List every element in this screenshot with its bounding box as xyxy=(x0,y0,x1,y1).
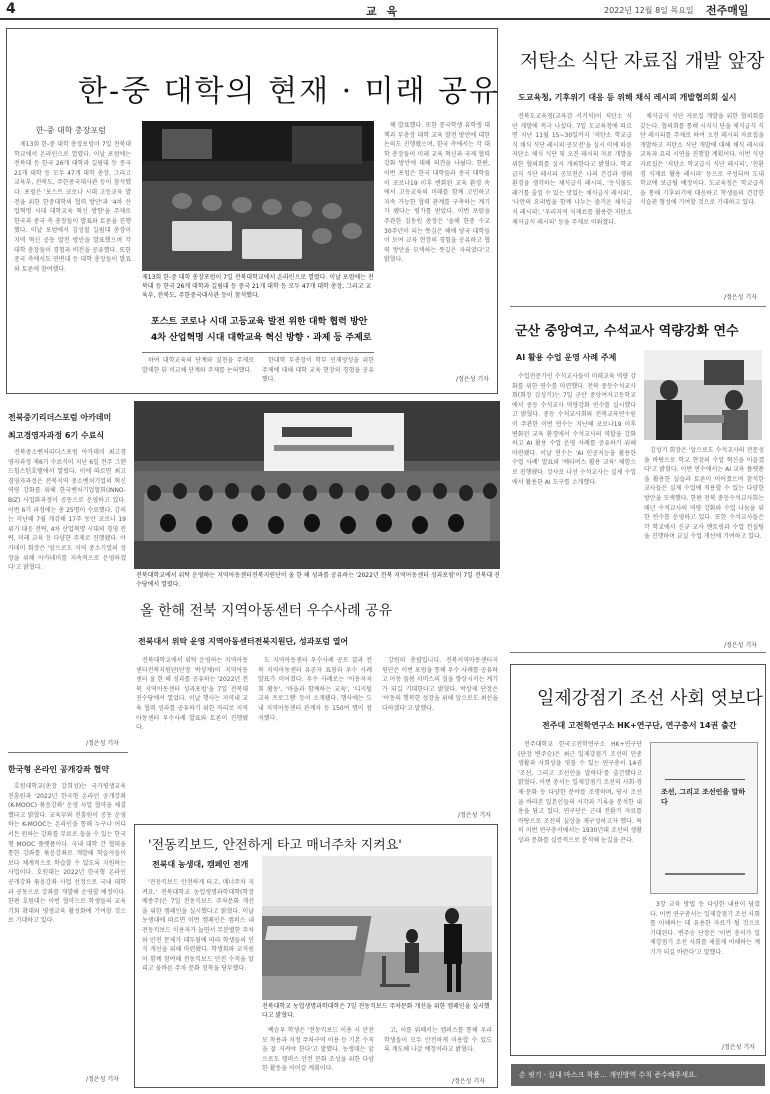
article-military-subheadline: AI 활용 수업 운영 사례 주제 xyxy=(516,353,617,362)
article-academy-headline: 전북중기리더스포럼 아카데미 xyxy=(8,413,112,422)
article-kickboard-body-right: 고, 이를 위해서는 캠퍼스를 통해 우리 학생들이 모두 안전하게 이용할 수 있도록 계도해 나갈 예정이라고 밝혔다. xyxy=(384,1027,492,1054)
footer-banner: 손 씻기 · 실내 마스크 착용… 개인방역 수칙 준수해주세요. xyxy=(511,1064,765,1086)
article-kickboard-subheadline: 전북대 농생대, 캠페인 전개 xyxy=(152,860,249,869)
article-cafeteria-body-left: 전북도교육청(교육감 서거석)이 저탄소 식단 개발에 적극 나섰다. 7일 도교육청에 따르면 지난 11월 15~30일까지 '저탄소 학교급식 채식 식단 레시피 공모전'을 실시 이에 따른 저탄소 채식 식단 및 오진 레시피 자료 개발을 위한 협의회를 실시 개최한다고 밝혔다. 학교급식 식단 레시피 공모전은 나의 건강과 생태환경을 생각하는 채식급식 레시피, '등식물도레기를 줄일 수 있는 맛있는 채식급식 레시피', '나만의 요리법을 함께 나누는 즐거운 채식급식 레시피', '우리지역 식재료를 활용한 저탄소 채식급식 레시피' 등을 주제로 이뤄졌다. xyxy=(512,113,632,226)
divider xyxy=(510,652,766,653)
forum-photo-caption: 제13회 한-중 대학 총장포럼이 7일 전북대학교에서 온라인으로 열렸다. 이날 포럼에는 전북대 등 한국 26개 대학과 길림대 등 중국 21개 대학 등 모두 47개 대학 총장, 그리고 교육부, 전북도, 주한중국대사관 등이 참석했다. xyxy=(142,274,374,299)
article-joseon-headline: 일제강점기 조선 사회 엿보다 xyxy=(537,688,763,709)
article-academy-headline-2: 최고경영자과정 6기 수료식 xyxy=(8,431,105,440)
article-cafeteria-headline: 저탄소 식단 자료집 개발 앞장 xyxy=(520,50,765,72)
cafeteria-byline: /정은성 기자 xyxy=(724,294,757,301)
childcare-photo-caption: 전북대학교에서 위탁 운영하는 지역아동센터전북지원단이 올 한 해 성과를 공유하는 '2022년 전북 지역아동센터 성과포럼'이 7일 전북대 진수당에서 열렸다. xyxy=(136,572,500,588)
article-childcare-headline: 올 한해 전북 지역아동센터 우수사례 공유 xyxy=(140,603,393,619)
article-joseon-body-left: 전주대학교 한국고전학연구소 HK+연구단(단장 변주승)은 최근 일제강점기 조선의 민중 생활과 사회상을 엿볼 수 있는 연구총서 14권 '조선, 그리고 조선인을 말하다'를 출간했다고 밝혔다. 이번 총서는 일제강점기 조선의 사회·경제·문화 등 다양한 분야를 조명하며, 당시 조선을 바라본 일본인들의 시각과 기록을 분석한 내용을 담고 있다. 연구단은 근대 전환기 자료를 바탕으로 조선의 실상을 재구성하고자 했다. 특히 이번 연구총서에서는 1930년대 조선의 생활상과 문화를 실증적으로 분석해 눈길을 끈다. xyxy=(518,741,642,844)
page-header xyxy=(0,0,770,20)
joseon-byline: /정은성 기자 xyxy=(722,1044,755,1051)
divider xyxy=(8,752,128,753)
section-title: 교 육 xyxy=(366,5,401,18)
article-cafeteria-body-right: 채식급식 식단 자료집 개발을 위한 협의회를 갖는다. 협의회를 통해 시지식 단을 채식급식 식단 레시피를 주제로 하여 오진 레시피 자료집을 개발하고 저탄소 식단 개발에 대해 채식 레시피 교육과 요리 시연을 진행할 계획이다. 이번 식단 자료집은 '저탄소 학교급식 식단 레시피', '친환경 식재료 활용 레시피' 등으로 구성되며 도내 학교에 보급될 예정이다. 도교육청은 학교급식을 통해 기후위기에 대응하고 학생들의 건강한 식습관 형성에 기여할 것으로 기대하고 있다. xyxy=(640,113,764,207)
article-kickboard-body-mid: 백승우 학생은 '전동킥보드 이용 시 안전모 착용과 지정 주차구역 이용 등 기본 수칙을 잘 지켜야 한다'고 말했다. 농생대는 앞으로도 캠퍼스 안전 문화 조성을 위한 다양한 활동을 이어갈 계획이다. xyxy=(262,1027,374,1073)
article-childcare-body-3: 강원의 총괄입니다. 전북지역아동센터지원단은 이번 포럼을 통해 우수 사례를 공유하고 아동 돌봄 서비스의 질을 향상시키는 계기가 되길 기대한다고 밝혔다. 박상제 단장은 '아동의 행복한 성장을 위해 앞으로도 최선을 다하겠다'고 말했다. xyxy=(382,657,498,712)
newspaper-name: 전주매일 xyxy=(706,4,749,17)
article-forum-body-mid-1: 하여 대학교육의 단계와 실천을 주제로 발제한 뒤 비교해 단계와 주제를 논의했다. xyxy=(142,357,254,374)
article-military-body-right: 김성기 회장은 '앞으로도 수석교사의 전문성을 바탕으로 학교 현장의 수업 혁신을 이끌겠다'고 밝혔다. 이번 연수에서는 AI 교육 플랫폼을 활용한 실습과 토론이 이어졌으며 참석한 교사들은 실제 수업에 적용할 수 있는 다양한 방안을 모색했다. 한편 전북 중등수석교사회는 매년 수석교사의 역량 강화와 수업 나눔을 위한 연수를 운영하고 있다. 또한 수석교사들은 각 학교에서 신규 교사 멘토링과 수업 컨설팅을 진행하며 교실 수업 개선에 기여하고 있다. xyxy=(644,447,764,541)
book-cover xyxy=(650,742,758,894)
kmooc-byline: /정은성 기자 xyxy=(86,1076,119,1083)
military-byline: /정은성 기자 xyxy=(724,642,757,649)
article-joseon-body-right: 3장 교육 방법 등 다양한 내용이 담겼다. 이번 연구총서는 일제강점기 조선 사회를 이해하는 데 유용한 자료가 될 것으로 기대된다. 변주승 단장은 '이번 총서가 일제강점기 조선 사회를 새롭게 이해하는 계기가 되길 바란다'고 말했다. xyxy=(650,901,760,956)
article-military-headline: 군산 중앙여고, 수석교사 역량강화 연수 xyxy=(515,324,739,339)
article-forum-body-right: 해 발표했다. 또한 중국학생 유학생 대책과 부총장 대학 교육 발전 방안에 대한 논의도 진행됐으며, 한국 측에서는 각 대학 총장들이 미래 교육 혁신과 국제 협력 강화 방안에 대해 의견을 나눴다. 한편, 이번 포럼은 한국 대학들과 중국 대학들이 코로나19 이후 변화된 교육 환경 속에서 고등교육의 미래를 함께 고민하고 지속 가능한 협력 관계를 구축하는 계기가 됐다는 평가를 받았다. 이번 포럼을 주관한 김동원 총장은 '올해 한중 수교 30주년이 되는 뜻깊은 해에 양국 대학들이 모여 교육 현장의 경험을 공유하고 협력 방안을 모색하는 뜻깊은 자리였다'고 밝혔다. xyxy=(384,122,490,264)
article-military-body-left: 수업전문가인 수석교사들이 미래교육 역량 강화를 위한 연수를 마련했다. 전북 중등수석교사회(회장 김성기)는 7일 군산 중앙여자고등학교에서 중등 수석교사 역량강화 연수를 실시했다고 밝혔다. 중등 수석교사회와 전북교육연수원이 주관한 이번 연수는 지난해 코로나19 이후 변화된 교육 환경에서 수석교사의 역할을 강화하고 AI 활용 수업 운영 사례를 공유하기 위해 마련됐다. 이날 연수는 'AI 인공지능을 활용한 수업 사례' 발표와 '메타버스 활용 교육' 체험으로 진행됐다. 강사로 나선 수석교사는 실제 수업에서 활용한 AI 도구를 소개했다. xyxy=(512,373,636,486)
article-forum-body-left: 제13회 한-중 대학 총장포럼이 7일 전북대학교에서 온라인으로 열렸다. 이날 포럼에는 전북대 등 한국 26개 대학과 길림대 등 중국 21개 대학 등 모두 47개 대학 총장, 그리고 교육부, 전북도, 주한중국대사관 등이 참석했다. 포럼은 '포스트 코로나 시대 고등교육 발전을 위한 한중대학의 협력 방안'과 '4차 산업혁명 시대 대학교육 혁신 방향'을 주제로 한국과 중국 측 총장들이 발표와 토론을 진행했다. 이날 포럼에서 김성철 길림대 총장이 지역 혁신 공동 발전 방안을 발표했으며 각 대학 총장들이 경험과 비전을 공유했다. 또한 중국 측에서도 연변대 등 대학 총장들이 발표와 토론에 참여했다. xyxy=(14,141,131,273)
article-childcare-body-1: 전북대학교에서 위탁 운영하는 지역아동센터전북지원단(단장 박상제)이 지역아동센터 올 한 해 성과를 공유하는 '2022년 전북 지역아동센터 성과포럼'을 7일 전북대 진수당에서 열었다. 이날 행사는 지역내 교육 협력 성과를 공유하기 위한 자리로 지역아동센터 우수사례 발표와 토론이 진행됐다. xyxy=(136,657,248,732)
article-kmooc-body: 호원대학교(총장 강희성)는 국가평생교육진흥원과 '2022년 한국형 온라인 공개강좌(K-MOOC) 묶음강좌' 운영 사업 협약을 체결했다고 밝혔다. 교육부와 진흥원이 공동 운영하는 K-MOOC는 온라인을 통해 누구나 어디서든 원하는 강좌를 무료로 들을 수 있는 한국형 MOOC 플랫폼이다. 국내 대학 간 협력을 통한 강좌를 묶음강좌로 개발해 학습자들이 보다 체계적으로 학습할 수 있도록 지원하는 사업이다. 호원대는 2022년 한국형 온라인 공개강좌 묶음강좌 사업 선정으로 국내 대학과 공동으로 강좌를 개발해 운영할 예정이다. 한편 호원대는 이번 협약으로 학생들의 교육 기회 확대와 평생교육 활성화에 기여할 것으로 기대하고 있다. xyxy=(8,783,126,925)
article-kickboard-headline: '전동킥보드, 안전하게 타고 매너주차 지켜요' xyxy=(148,838,402,853)
article-forum-kicker: 한-중 대학 총장포럼 xyxy=(36,126,106,135)
academy-byline: /정은성 기자 xyxy=(86,740,119,747)
article-kmooc-headline: 한국형 온라인 공개강좌 협약 xyxy=(8,765,110,774)
kickboard-byline: /정은성 기자 xyxy=(452,1078,485,1085)
forum-deck-rule xyxy=(142,352,374,353)
article-forum-body-mid-2: 한대학 부총장이 학부 인재양성을 위한 주제에 대해 대학 교육 현장의 경험을 공유했다. xyxy=(262,357,374,384)
childcare-byline: /정은성 기자 xyxy=(458,812,491,819)
childcare-photo xyxy=(134,401,500,569)
article-childcare-body-2: 도 지역아동센터 우수사례 공모 결과 전북 지역아동센터 유공자 표창과 우수 사례 발표가 이어졌다. 우수 사례로는 '아동자치회 활동', '마을과 함께하는 교육', '디지털 교육 프로그램' 등이 소개됐다. 행사에는 도내 지역아동센터 관계자 등 150여 명이 참석했다. xyxy=(258,657,372,722)
issue-date: 2022년 12월 8일 목요일 xyxy=(604,6,694,15)
forum-deck-line-1: 포스트 코로나 시대 고등교육 발전 위한 대학 협력 방안 xyxy=(151,317,368,327)
forum-byline: /정은성 기자 xyxy=(456,376,489,383)
article-kickboard-body-left: '전동킥보드 안전하게 타고, 매너주차 지켜요.' 전북대학교 농업생명과학대학(학장 배종주)은 7일 전동킥보드 주차문화 개선을 위한 캠페인을 실시했다고 밝혔다. 이날 농생대에 따르면 이번 캠페인은 캠퍼스 내 전동킥보드 이용자가 늘면서 무분별한 주차와 안전 문제가 대두됨에 따라 학생들의 인식 개선을 위해 마련됐다. 학생회와 교직원이 함께 참여해 전동킥보드 안전 수칙을 알리고 올바른 주차 문화 정착을 당부했다. xyxy=(142,879,254,973)
article-forum-headline: 한-중 대학의 현재 · 미래 공유 xyxy=(78,74,501,109)
article-cafeteria-subheadline: 도교육청, 기후위기 대응 등 위해 채식 레시피 개발협의회 실시 xyxy=(518,93,737,102)
kickboard-photo-caption: 전북대학교 농업생명과학대학은 7일 전동킥보드 주차문화 개선을 위한 캠페인을 실시했다고 밝혔다. xyxy=(262,1003,490,1019)
article-academy-body: 전북중소벤처리더스포럼 아카데미 최고경영자과정 제6기 수료식이 지난 6일 전주 그랜드힐스턴호텔에서 열렸다. 이에 따르면 최고경영자과정은 전북지역 중소벤처기업의 혁신역량 강화를 위해 한국벤처기업협회(INNO-BIZ) 사업화과정이 공동으로 운영하고 있다. 이번 6기 과정에는 총 25명이 수료했다. 강의는 지난해 7월 개강해 17주 동안 코로나 19 위기 대응 전략, 4차 산업혁명 시대의 경영 전략, 미래 교육 등 다양한 주제로 진행됐다. 아카데미 회장은 '앞으로도 지역 중소기업의 성장을 위해 아카데미를 지속적으로 운영하겠다'고 밝혔다. xyxy=(8,449,126,572)
kickboard-photo xyxy=(262,856,492,1000)
article-joseon-subheadline: 전주대 고전학연구소 HK+연구단, 연구총서 14권 출간 xyxy=(542,721,737,730)
article-childcare-subheadline: 전북대서 위탁 운영 지역아동센터전북지원단, 성과포럼 열어 xyxy=(138,637,349,646)
teachers-photo xyxy=(644,350,762,440)
forum-deck-line-2: 4차 산업혁명 시대 대학교육 혁신 방향 · 과제 등 주제로 xyxy=(151,333,372,343)
divider xyxy=(510,306,766,307)
book-title: 조선, 그리고 조선인을 말하다 xyxy=(661,787,746,806)
page-number: 4 xyxy=(6,1,16,17)
forum-photo xyxy=(142,121,374,271)
